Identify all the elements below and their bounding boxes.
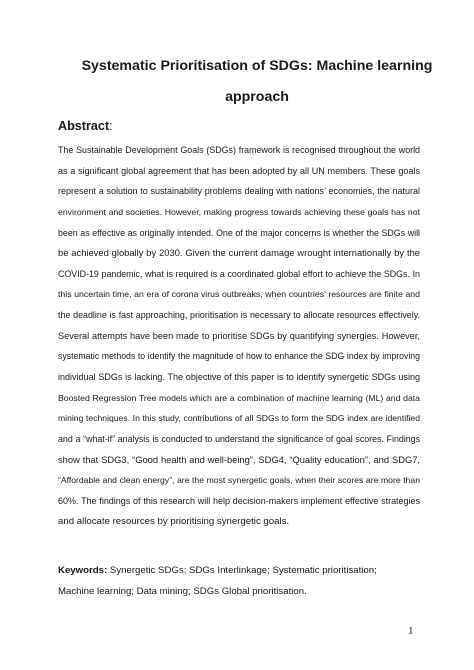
keywords-paragraph [58,561,398,602]
abstract-line: mining techniques. In this study, contributions of all SDGs to form the SDG index are identified [58,413,420,424]
abstract-heading-label: Abstract [58,119,110,133]
abstract-line: COVID-19 pandemic, what is required is a coordinated global effort to achieve the SDGs. In [58,268,420,279]
abstract-line: be achieved globally by 2030. Given the current damage wrought internationally by the [58,248,420,259]
abstract-heading-colon: : [109,119,113,133]
abstract-line: and allocate resources by prioritising synergetic goals. [58,515,290,527]
abstract-line: systematic methods to identify the magnitude of how to enhance the SDG index by improving [58,351,420,362]
abstract-line: 60%. The findings of this research will help decision-makers implement effective strategies [58,495,420,506]
abstract-line: Boosted Regression Tree models which are a combination of machine learning (ML) and data [58,392,420,403]
keywords-text: Synergetic SDGs; SDGs Interlinkage; Systematic prioritisation; Machine learning; Data mining; SDGs Global prioritisation. [58,565,377,597]
paper-title-line-1: Systematic Prioritisation of SDGs: Machine learning [81,58,433,74]
paper-title-line-2: approach [225,89,289,105]
abstract-line: as a significant global agreement that has been adopted by all UN members. These goals [58,165,420,176]
abstract-line: represent a solution to sustainability problems dealing with nations’ economies, the natural [58,186,420,197]
abstract-line: and a “what-if” analysis is conducted to understand the significance of goal scores. Findings [58,433,420,444]
abstract-line: “Affordable and clean energy”, are the most synergetic goals, when their scores are more than [58,475,420,486]
abstract-line: Several attempts have been made to prioritise SDGs by quantifying synergies. However, [58,330,420,341]
abstract-heading [58,119,113,134]
abstract-line: show that SDG3, “Good health and well-being”, SDG4, “Quality education”, and SDG7, [58,454,420,465]
abstract-line: been as effective as originally intended. One of the major concerns is whether the SDGs will [58,227,420,238]
abstract-line: this uncertain time, an era of corona virus outbreaks, when countries’ resources are finite and [58,289,420,300]
abstract-line: individual SDGs is lacking. The objective of this paper is to identify synergetic SDGs using [58,372,420,383]
page-number: 1 [408,625,414,637]
abstract-line: environment and societies. However, making progress towards achieving these goals has not [58,206,420,217]
keywords-label: Keywords: [58,565,108,576]
abstract-line: the deadline is fast approaching, prioritisation is necessary to allocate resources effectively. [58,310,420,321]
abstract-body [58,140,420,532]
abstract-line: The Sustainable Development Goals (SDGs) framework is recognised throughout the world [58,145,420,155]
